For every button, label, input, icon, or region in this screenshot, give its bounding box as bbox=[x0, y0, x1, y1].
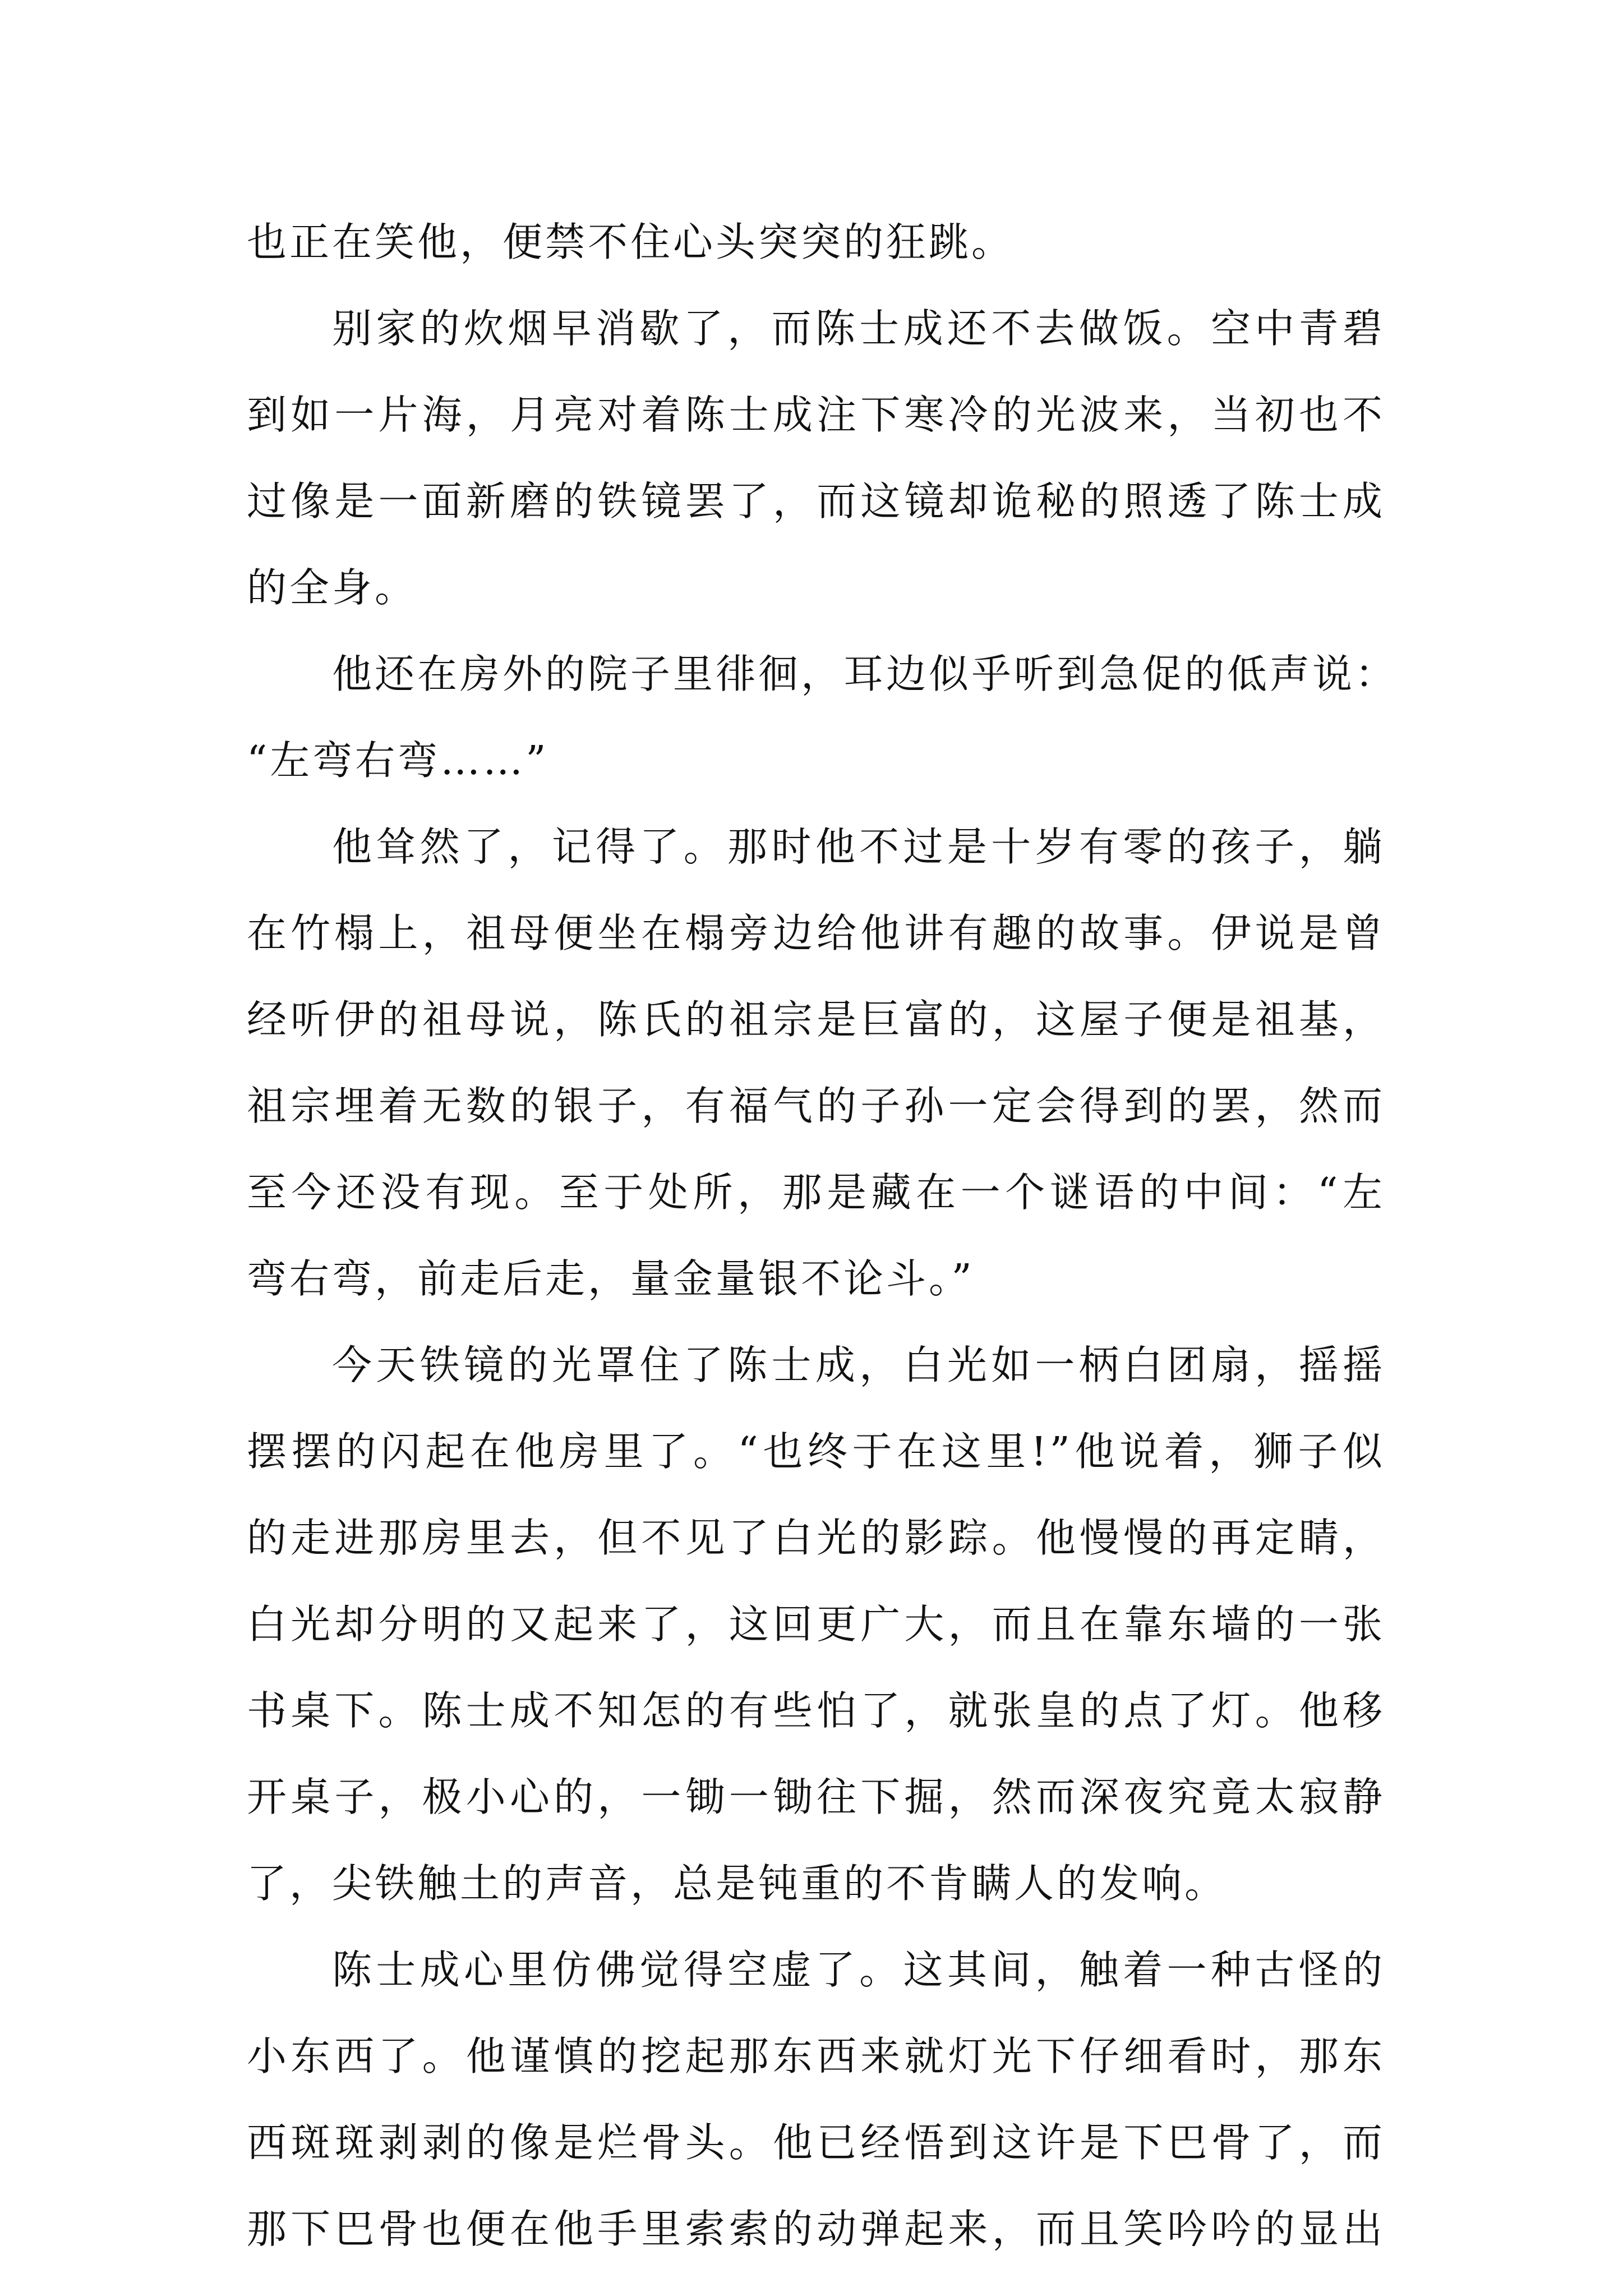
text-line: 的全身。 bbox=[247, 564, 418, 611]
text-line: 摆摆的闪起在他房里了。“也终于在这里!”他说着，狮子似 bbox=[247, 1428, 1385, 1475]
text-line: “左弯右弯……” bbox=[247, 737, 549, 784]
text-line: 过像是一面新磨的铁镜罢了，而这镜却诡秘的照透了陈士成 bbox=[247, 478, 1385, 524]
text-line: 西斑斑剥剥的像是烂骨头。他已经悟到这许是下巴骨了，而 bbox=[247, 2119, 1385, 2166]
text-line: 也正在笑他，便禁不住心头突突的狂跳。 bbox=[247, 219, 1015, 265]
text-line: 至今还没有现。至于处所，那是藏在一个谜语的中间：“左 bbox=[247, 1169, 1385, 1216]
text-line: 他还在房外的院子里徘徊，耳边似乎听到急促的低声说： bbox=[332, 651, 1398, 697]
text-line: 弯右弯，前走后走，量金量银不论斗。” bbox=[247, 1255, 975, 1302]
text-line: 经听伊的祖母说，陈氏的祖宗是巨富的，这屋子便是祖基， bbox=[247, 996, 1385, 1043]
text-line: 开桌子，极小心的，一锄一锄往下掘，然而深夜究竟太寂静 bbox=[247, 1774, 1385, 1820]
text-line: 那下巴骨也便在他手里索索的动弹起来，而且笑吟吟的显出 bbox=[247, 2206, 1385, 2252]
text-line: 别家的炊烟早消歇了，而陈士成还不去做饭。空中青碧 bbox=[332, 305, 1385, 352]
text-line: 陈士成心里仿佛觉得空虚了。这其间，触着一种古怪的 bbox=[332, 1947, 1385, 1993]
text-line: 小东西了。他谨慎的挖起那东西来就灯光下仔细看时，那东 bbox=[247, 2033, 1385, 2079]
document-page bbox=[247, 199, 1398, 2272]
text-line: 书桌下。陈士成不知怎的有些怕了，就张皇的点了灯。他移 bbox=[247, 1687, 1385, 1734]
text-line: 的走进那房里去，但不见了白光的影踪。他慢慢的再定睛， bbox=[247, 1515, 1385, 1561]
text-line: 到如一片海，月亮对着陈士成注下寒冷的光波来，当初也不 bbox=[247, 392, 1385, 438]
text-line: 祖宗埋着无数的银子，有福气的子孙一定会得到的罢，然而 bbox=[247, 1083, 1385, 1129]
text-line: 他耸然了，记得了。那时他不过是十岁有零的孩子，躺 bbox=[332, 823, 1385, 870]
text-line: 今天铁镜的光罩住了陈士成，白光如一柄白团扇，摇摇 bbox=[332, 1342, 1385, 1388]
text-line: 了，尖铁触土的声音，总是钝重的不肯瞒人的发响。 bbox=[247, 1860, 1228, 1907]
text-line: 在竹榻上，祖母便坐在榻旁边给他讲有趣的故事。伊说是曾 bbox=[247, 910, 1385, 956]
text-line: 白光却分明的又起来了，这回更广大，而且在靠东墙的一张 bbox=[247, 1601, 1385, 1648]
